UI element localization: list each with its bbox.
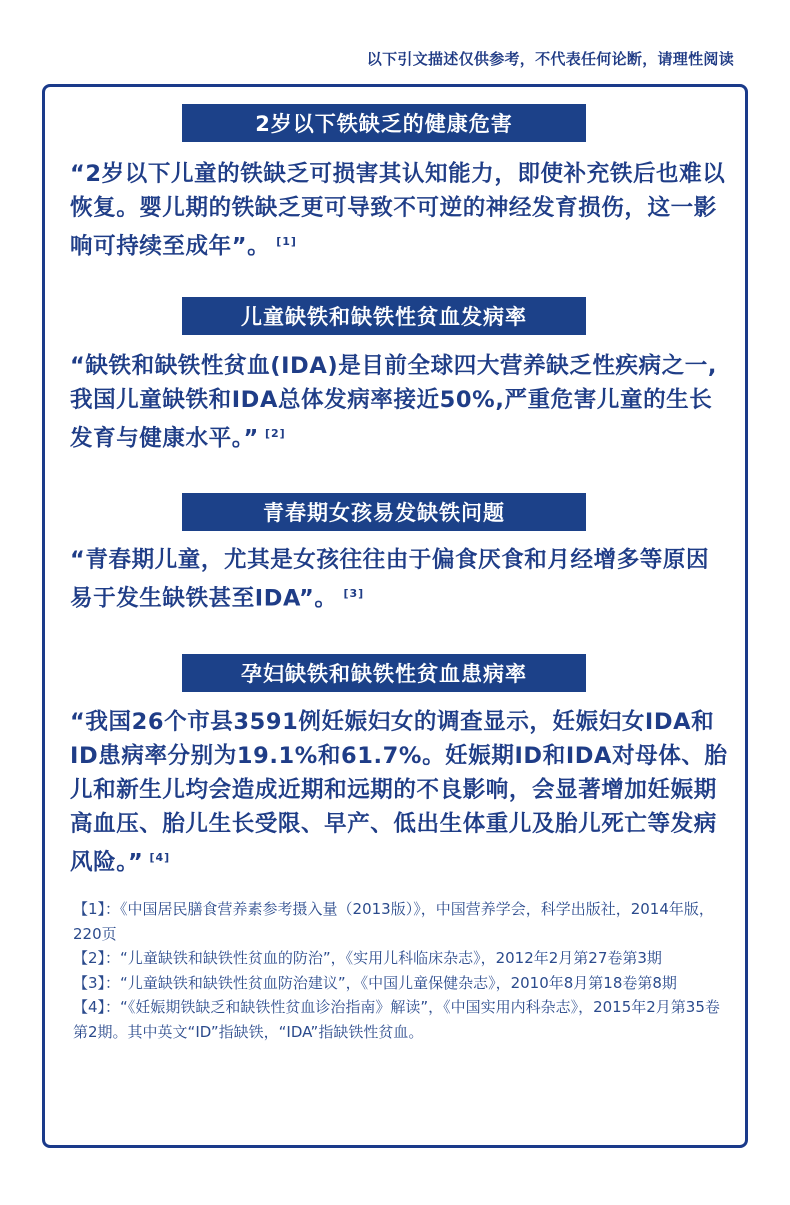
section-2-heading: 儿童缺铁和缺铁性贫血发病率 [182,297,586,335]
citation-1: [1] [276,235,297,248]
reference-4: 【4】：“《妊娠期铁缺乏和缺铁性贫血诊治指南》解读”，《中国实用内科杂志》，2015年2月第35卷第2期。其中英文“ID”指缺铁，“IDA”指缺铁性贫血。 [73,998,720,1041]
reference-1: 【1】：《中国居民膳食营养素参考摄入量（2013版）》，中国营养学会，科学出版社，2014年版，220页 [73,900,714,943]
section-4-heading: 孕妇缺铁和缺铁性贫血患病率 [182,654,586,692]
section-3-quote [70,543,730,616]
disclaimer-text: 以下引文描述仅供参考，不代表任何论断，请理性阅读 [366,50,734,68]
citation-3: [3] [343,587,365,600]
citation-4: [4] [149,851,171,864]
section-1-quote-text: “2岁以下儿童的铁缺乏可损害其认知能力，即使补充铁后也难以恢复。婴儿期的铁缺乏更可导致不可逆的神经发育损伤，这一影响可持续至成年”。 [70,161,726,260]
references [73,897,723,1044]
reference-3: 【3】：“儿童缺铁和缺铁性贫血防治建议”，《中国儿童保健杂志》，2010年8月第18卷第8期 [73,973,677,992]
section-3-heading: 青春期女孩易发缺铁问题 [182,493,586,531]
reference-2: 【2】：“儿童缺铁和缺铁性贫血的防治”，《实用儿科临床杂志》，2012年2月第27卷第3期 [73,949,662,967]
citation-2: [2] [264,427,286,440]
section-4-quote-text: “我国26个市县3591例妊娠妇女的调查显示，妊娠妇女IDA和ID患病率分别为19.1%和61.7%。妊娠期ID和IDA对母体、胎儿和新生儿均会造成近期和远期的不良影响，会显著增加妊娠期高血压、胎儿生长受限、早产、低出生体重儿及胎儿死亡等发病风险。” [70,709,728,876]
content-frame [42,84,748,1148]
section-2-quote-text: “缺铁和缺铁性贫血(IDA)是目前全球四大营养缺乏性疾病之一,我国儿童缺铁和IDA总体发病率接近50%,严重危害儿童的生长发育与健康水平。” [70,353,717,452]
section-1-quote [70,157,730,264]
section-1-heading: 2岁以下铁缺乏的健康危害 [182,104,586,142]
section-4-quote [70,705,730,880]
section-3-quote-text: “青春期儿童，尤其是女孩往往由于偏食厌食和月经增多等原因易于发生缺铁甚至IDA”。 [70,547,710,612]
section-2-quote [70,349,730,456]
